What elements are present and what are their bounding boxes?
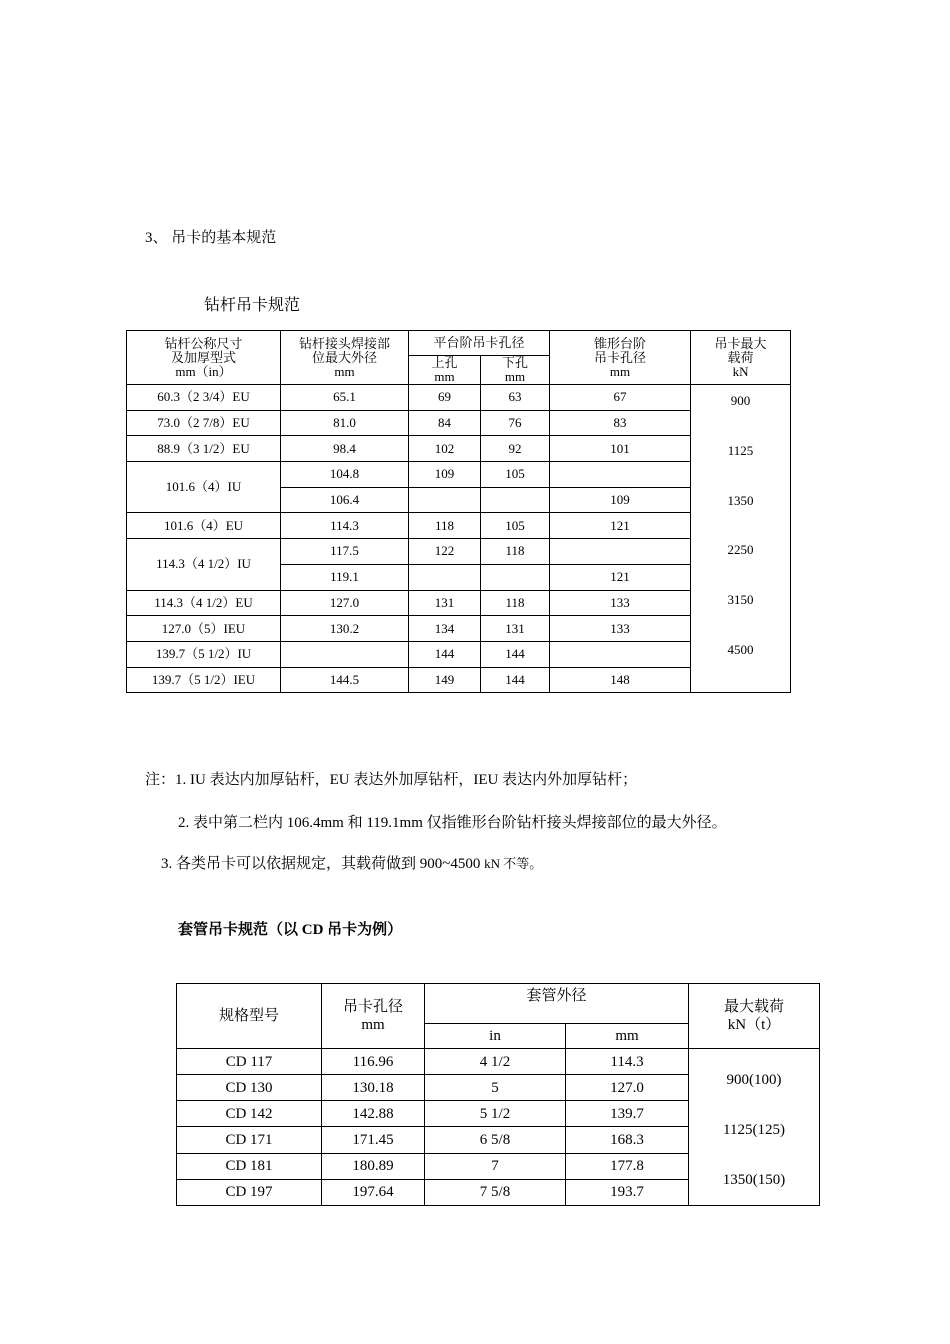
header-max-load: 最大载荷 kN（t） bbox=[689, 984, 820, 1049]
load-value: 900 bbox=[730, 393, 751, 408]
cell-lower: 63 bbox=[481, 385, 550, 411]
cell-model: CD 171 bbox=[177, 1127, 322, 1153]
header-lower-bore: 下孔 mm bbox=[481, 356, 550, 385]
cell-model: CD 197 bbox=[177, 1179, 322, 1205]
cell-size: 127.0（5）IEU bbox=[127, 616, 281, 642]
cell-upper: 144 bbox=[409, 641, 481, 667]
header-joint-od: 钻杆接头焊接部 位最大外径 mm bbox=[281, 331, 409, 385]
load-value: 1125 bbox=[727, 442, 754, 458]
casing-table-caption: 套管吊卡规范（以 CD 吊卡为例） bbox=[178, 922, 403, 938]
cell-upper: 102 bbox=[409, 436, 481, 462]
header-mm: mm bbox=[566, 1024, 689, 1049]
casing-elevator-table bbox=[176, 983, 820, 1206]
cell-upper: 109 bbox=[409, 462, 481, 488]
cell-lower: 144 bbox=[481, 641, 550, 667]
cell-size: 139.7（5 1/2）IU bbox=[127, 641, 281, 667]
cell-od: 65.1 bbox=[281, 385, 409, 411]
cell-taper: 121 bbox=[550, 564, 691, 590]
cell-upper bbox=[409, 564, 481, 590]
cell-model: CD 130 bbox=[177, 1075, 322, 1101]
cell-taper: 101 bbox=[550, 436, 691, 462]
cell-taper bbox=[550, 539, 691, 565]
cell-model: CD 142 bbox=[177, 1101, 322, 1127]
cell-lower bbox=[481, 487, 550, 513]
cell-bore: 116.96 bbox=[322, 1049, 425, 1075]
cell-bore: 142.88 bbox=[322, 1101, 425, 1127]
cell-taper bbox=[550, 462, 691, 488]
cell-od: 98.4 bbox=[281, 436, 409, 462]
cell-od: 130.2 bbox=[281, 616, 409, 642]
cell-in: 5 1/2 bbox=[425, 1101, 566, 1127]
cell-lower bbox=[481, 564, 550, 590]
cell-taper: 83 bbox=[550, 410, 691, 436]
cell-lower: 105 bbox=[481, 513, 550, 539]
header-pipe-size: 钻杆公称尺寸 及加厚型式 mm（in） bbox=[127, 331, 281, 385]
cell-taper: 133 bbox=[550, 616, 691, 642]
note-3 bbox=[161, 852, 542, 873]
cell-upper: 131 bbox=[409, 590, 481, 616]
cell-taper: 121 bbox=[550, 513, 691, 539]
cell-lower: 105 bbox=[481, 462, 550, 488]
cell-mm: 127.0 bbox=[566, 1075, 689, 1101]
header-casing-od: 套管外径 bbox=[425, 984, 689, 1024]
cell-size: 139.7（5 1/2）IEU bbox=[127, 667, 281, 693]
load-value: 2250 bbox=[727, 542, 754, 558]
section-heading: 3、 吊卡的基本规范 bbox=[145, 230, 277, 246]
header-max-load: 吊卡最大 载荷 kN bbox=[691, 331, 791, 385]
table-row bbox=[177, 1049, 820, 1075]
header-square-shoulder-bore: 平台阶吊卡孔径 bbox=[409, 331, 550, 356]
cell-upper: 118 bbox=[409, 513, 481, 539]
cell-size: 114.3（4 1/2）IU bbox=[127, 539, 281, 590]
header-upper-bore: 上孔 mm bbox=[409, 356, 481, 385]
cell-load-column bbox=[689, 1049, 820, 1206]
cell-od: 104.8 bbox=[281, 462, 409, 488]
cell-in: 7 bbox=[425, 1153, 566, 1179]
cell-bore: 197.64 bbox=[322, 1179, 425, 1205]
cell-mm: 193.7 bbox=[566, 1179, 689, 1205]
drill-pipe-elevator-table bbox=[126, 330, 791, 693]
cell-upper: 149 bbox=[409, 667, 481, 693]
cell-upper: 134 bbox=[409, 616, 481, 642]
drill-pipe-table-caption: 钻杆吊卡规范 bbox=[204, 297, 301, 314]
header-taper-bore: 锥形台阶 吊卡孔径 mm bbox=[550, 331, 691, 385]
cell-taper: 148 bbox=[550, 667, 691, 693]
cell-bore: 171.45 bbox=[322, 1127, 425, 1153]
cell-load-column bbox=[691, 385, 791, 693]
cell-size: 73.0（2 7/8）EU bbox=[127, 410, 281, 436]
load-value: 1125(125) bbox=[723, 1122, 785, 1138]
cell-od: 144.5 bbox=[281, 667, 409, 693]
load-value: 3150 bbox=[727, 592, 754, 608]
cell-taper: 133 bbox=[550, 590, 691, 616]
cell-lower: 118 bbox=[481, 590, 550, 616]
cell-lower: 92 bbox=[481, 436, 550, 462]
cell-bore: 180.89 bbox=[322, 1153, 425, 1179]
table-header-row bbox=[177, 984, 820, 1024]
load-value: 4500 bbox=[727, 641, 754, 657]
cell-mm: 177.8 bbox=[566, 1153, 689, 1179]
cell-mm: 139.7 bbox=[566, 1101, 689, 1127]
cell-upper: 84 bbox=[409, 410, 481, 436]
cell-size: 101.6（4）IU bbox=[127, 462, 281, 513]
cell-od: 81.0 bbox=[281, 410, 409, 436]
cell-od: 117.5 bbox=[281, 539, 409, 565]
cell-taper: 109 bbox=[550, 487, 691, 513]
cell-taper: 67 bbox=[550, 385, 691, 411]
cell-model: CD 181 bbox=[177, 1153, 322, 1179]
header-model: 规格型号 bbox=[177, 984, 322, 1049]
cell-mm: 114.3 bbox=[566, 1049, 689, 1075]
cell-taper bbox=[550, 641, 691, 667]
cell-model: CD 117 bbox=[177, 1049, 322, 1075]
cell-od: 114.3 bbox=[281, 513, 409, 539]
load-value: 1350 bbox=[727, 492, 754, 508]
cell-od: 127.0 bbox=[281, 590, 409, 616]
cell-upper bbox=[409, 487, 481, 513]
cell-in: 5 bbox=[425, 1075, 566, 1101]
table-header-row bbox=[127, 331, 791, 356]
cell-lower: 76 bbox=[481, 410, 550, 436]
note-1: 注：1. IU 表达内加厚钻杆，EU 表达外加厚钻杆，IEU 表达内外加厚钻杆； bbox=[145, 772, 638, 788]
cell-in: 6 5/8 bbox=[425, 1127, 566, 1153]
cell-od: 106.4 bbox=[281, 487, 409, 513]
load-value: 1350(150) bbox=[722, 1172, 786, 1188]
header-in: in bbox=[425, 1024, 566, 1049]
cell-lower: 118 bbox=[481, 539, 550, 565]
note-3-unit: kN 不等。 bbox=[484, 856, 543, 871]
cell-mm: 168.3 bbox=[566, 1127, 689, 1153]
header-bore: 吊卡孔径 mm bbox=[322, 984, 425, 1049]
cell-bore: 130.18 bbox=[322, 1075, 425, 1101]
cell-lower: 131 bbox=[481, 616, 550, 642]
cell-lower: 144 bbox=[481, 667, 550, 693]
cell-upper: 122 bbox=[409, 539, 481, 565]
load-value: 900(100) bbox=[726, 1072, 782, 1088]
cell-od bbox=[281, 641, 409, 667]
cell-size: 101.6（4）EU bbox=[127, 513, 281, 539]
cell-od: 119.1 bbox=[281, 564, 409, 590]
table-row bbox=[127, 385, 791, 411]
cell-in: 7 5/8 bbox=[425, 1179, 566, 1205]
note-3-text: 3. 各类吊卡可以依据规定，其载荷做到 900~4500 bbox=[161, 856, 485, 872]
cell-size: 114.3（4 1/2）EU bbox=[127, 590, 281, 616]
cell-upper: 69 bbox=[409, 385, 481, 411]
cell-size: 88.9（3 1/2）EU bbox=[127, 436, 281, 462]
cell-size: 60.3（2 3/4）EU bbox=[127, 385, 281, 411]
note-2: 2. 表中第二栏内 106.4mm 和 119.1mm 仅指锥形台阶钻杆接头焊接部位的最大外径。 bbox=[178, 815, 727, 831]
cell-in: 4 1/2 bbox=[425, 1049, 566, 1075]
